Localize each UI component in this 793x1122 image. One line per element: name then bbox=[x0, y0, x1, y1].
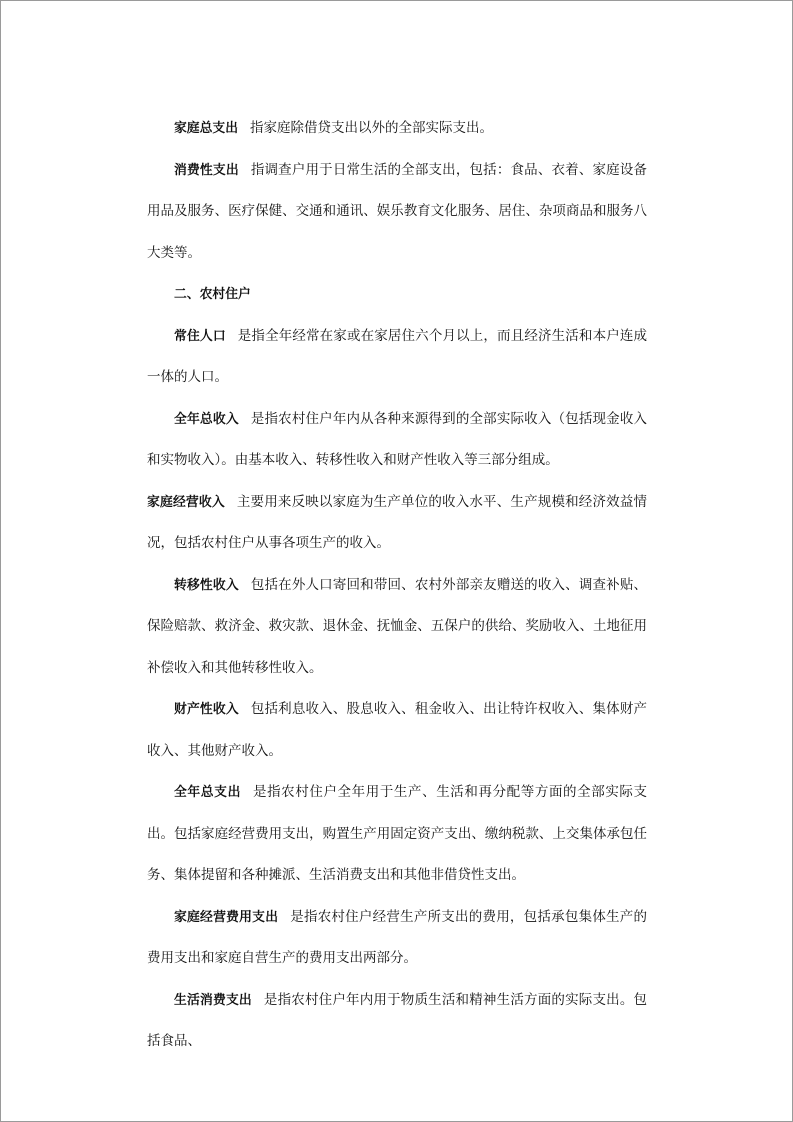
term-definition: 指调查户用于日常生活的全部支出，包括：食品、衣着、家庭设备用品及服务、医疗保健、交通和通讯、娱乐教育文化服务、居住、杂项商品和服务八大类等。 bbox=[147, 161, 648, 261]
term-label: 财产性收入 bbox=[174, 702, 239, 717]
paragraph-transfer-income bbox=[147, 565, 647, 690]
paragraph-resident-population bbox=[147, 316, 647, 399]
term-label: 常住人口 bbox=[174, 328, 226, 344]
term-label: 转移性收入 bbox=[174, 577, 239, 593]
paragraph-annual-total-income bbox=[147, 399, 647, 482]
paragraph-household-business-expenses bbox=[147, 897, 647, 980]
term-label: 家庭经营费用支出 bbox=[174, 909, 279, 925]
term-definition: 包括在外人口寄回和带回、农村外部亲友赠送的收入、调查补贴、保险赔款、救济金、救灾款、退休金、抚恤金、五保户的供给、奖励收入、土地征用补偿收入和其他转移性收入。 bbox=[147, 576, 648, 676]
term-label: 全年总收入 bbox=[174, 411, 239, 427]
term-label: 生活消费支出 bbox=[174, 992, 252, 1008]
paragraph-property-income bbox=[147, 689, 647, 772]
term-definition: 主要用来反映以家庭为生产单位的收入水平、生产规模和经济效益情况，包括农村住户从事各项生产的收入。 bbox=[147, 493, 648, 551]
document-body bbox=[147, 108, 647, 1063]
term-definition: 是指农村住户年内从各种来源得到的全部实际收入（包括现金收入和实物收入）。由基本收入、转移性收入和财产性收入等三部分组成。 bbox=[147, 410, 648, 468]
paragraph-consumption-expenditure bbox=[147, 150, 647, 275]
term-definition: 包括利息收入、股息收入、租金收入、出让特许权收入、集体财产收入、其他财产收入。 bbox=[147, 701, 648, 759]
term-definition: 是指农村住户全年用于生产、生活和再分配等方面的全部实际支出。包括家庭经营费用支出，购置生产用固定资产支出、缴纳税款、上交集体承包任务、集体提留和各种摊派、生活消费支出和其他非借贷性支出。 bbox=[147, 784, 648, 883]
term-definition: 是指农村住户经营生产所支出的费用，包括承包集体生产的费用支出和家庭自营生产的费用支出两部分。 bbox=[147, 908, 648, 966]
section-heading: 二、农村住户 bbox=[174, 287, 251, 302]
paragraph-living-consumption-expenditure bbox=[147, 980, 647, 1063]
term-label: 消费性支出 bbox=[174, 162, 239, 178]
paragraph-household-total-expenditure bbox=[147, 108, 647, 150]
paragraph-household-business-income bbox=[147, 482, 647, 565]
term-label: 全年总支出 bbox=[174, 785, 241, 800]
term-label: 家庭经营收入 bbox=[147, 494, 225, 510]
term-definition: 是指全年经常在家或在家居住六个月以上，而且经济生活和本户连成一体的人口。 bbox=[147, 327, 648, 385]
paragraph-annual-total-expenditure bbox=[147, 772, 647, 897]
term-definition: 是指农村住户年内用于物质生活和精神生活方面的实际支出。包括食品、 bbox=[147, 991, 648, 1049]
term-definition: 指家庭除借贷支出以外的全部实际支出。 bbox=[249, 120, 493, 136]
term-label: 家庭总支出 bbox=[174, 121, 238, 136]
